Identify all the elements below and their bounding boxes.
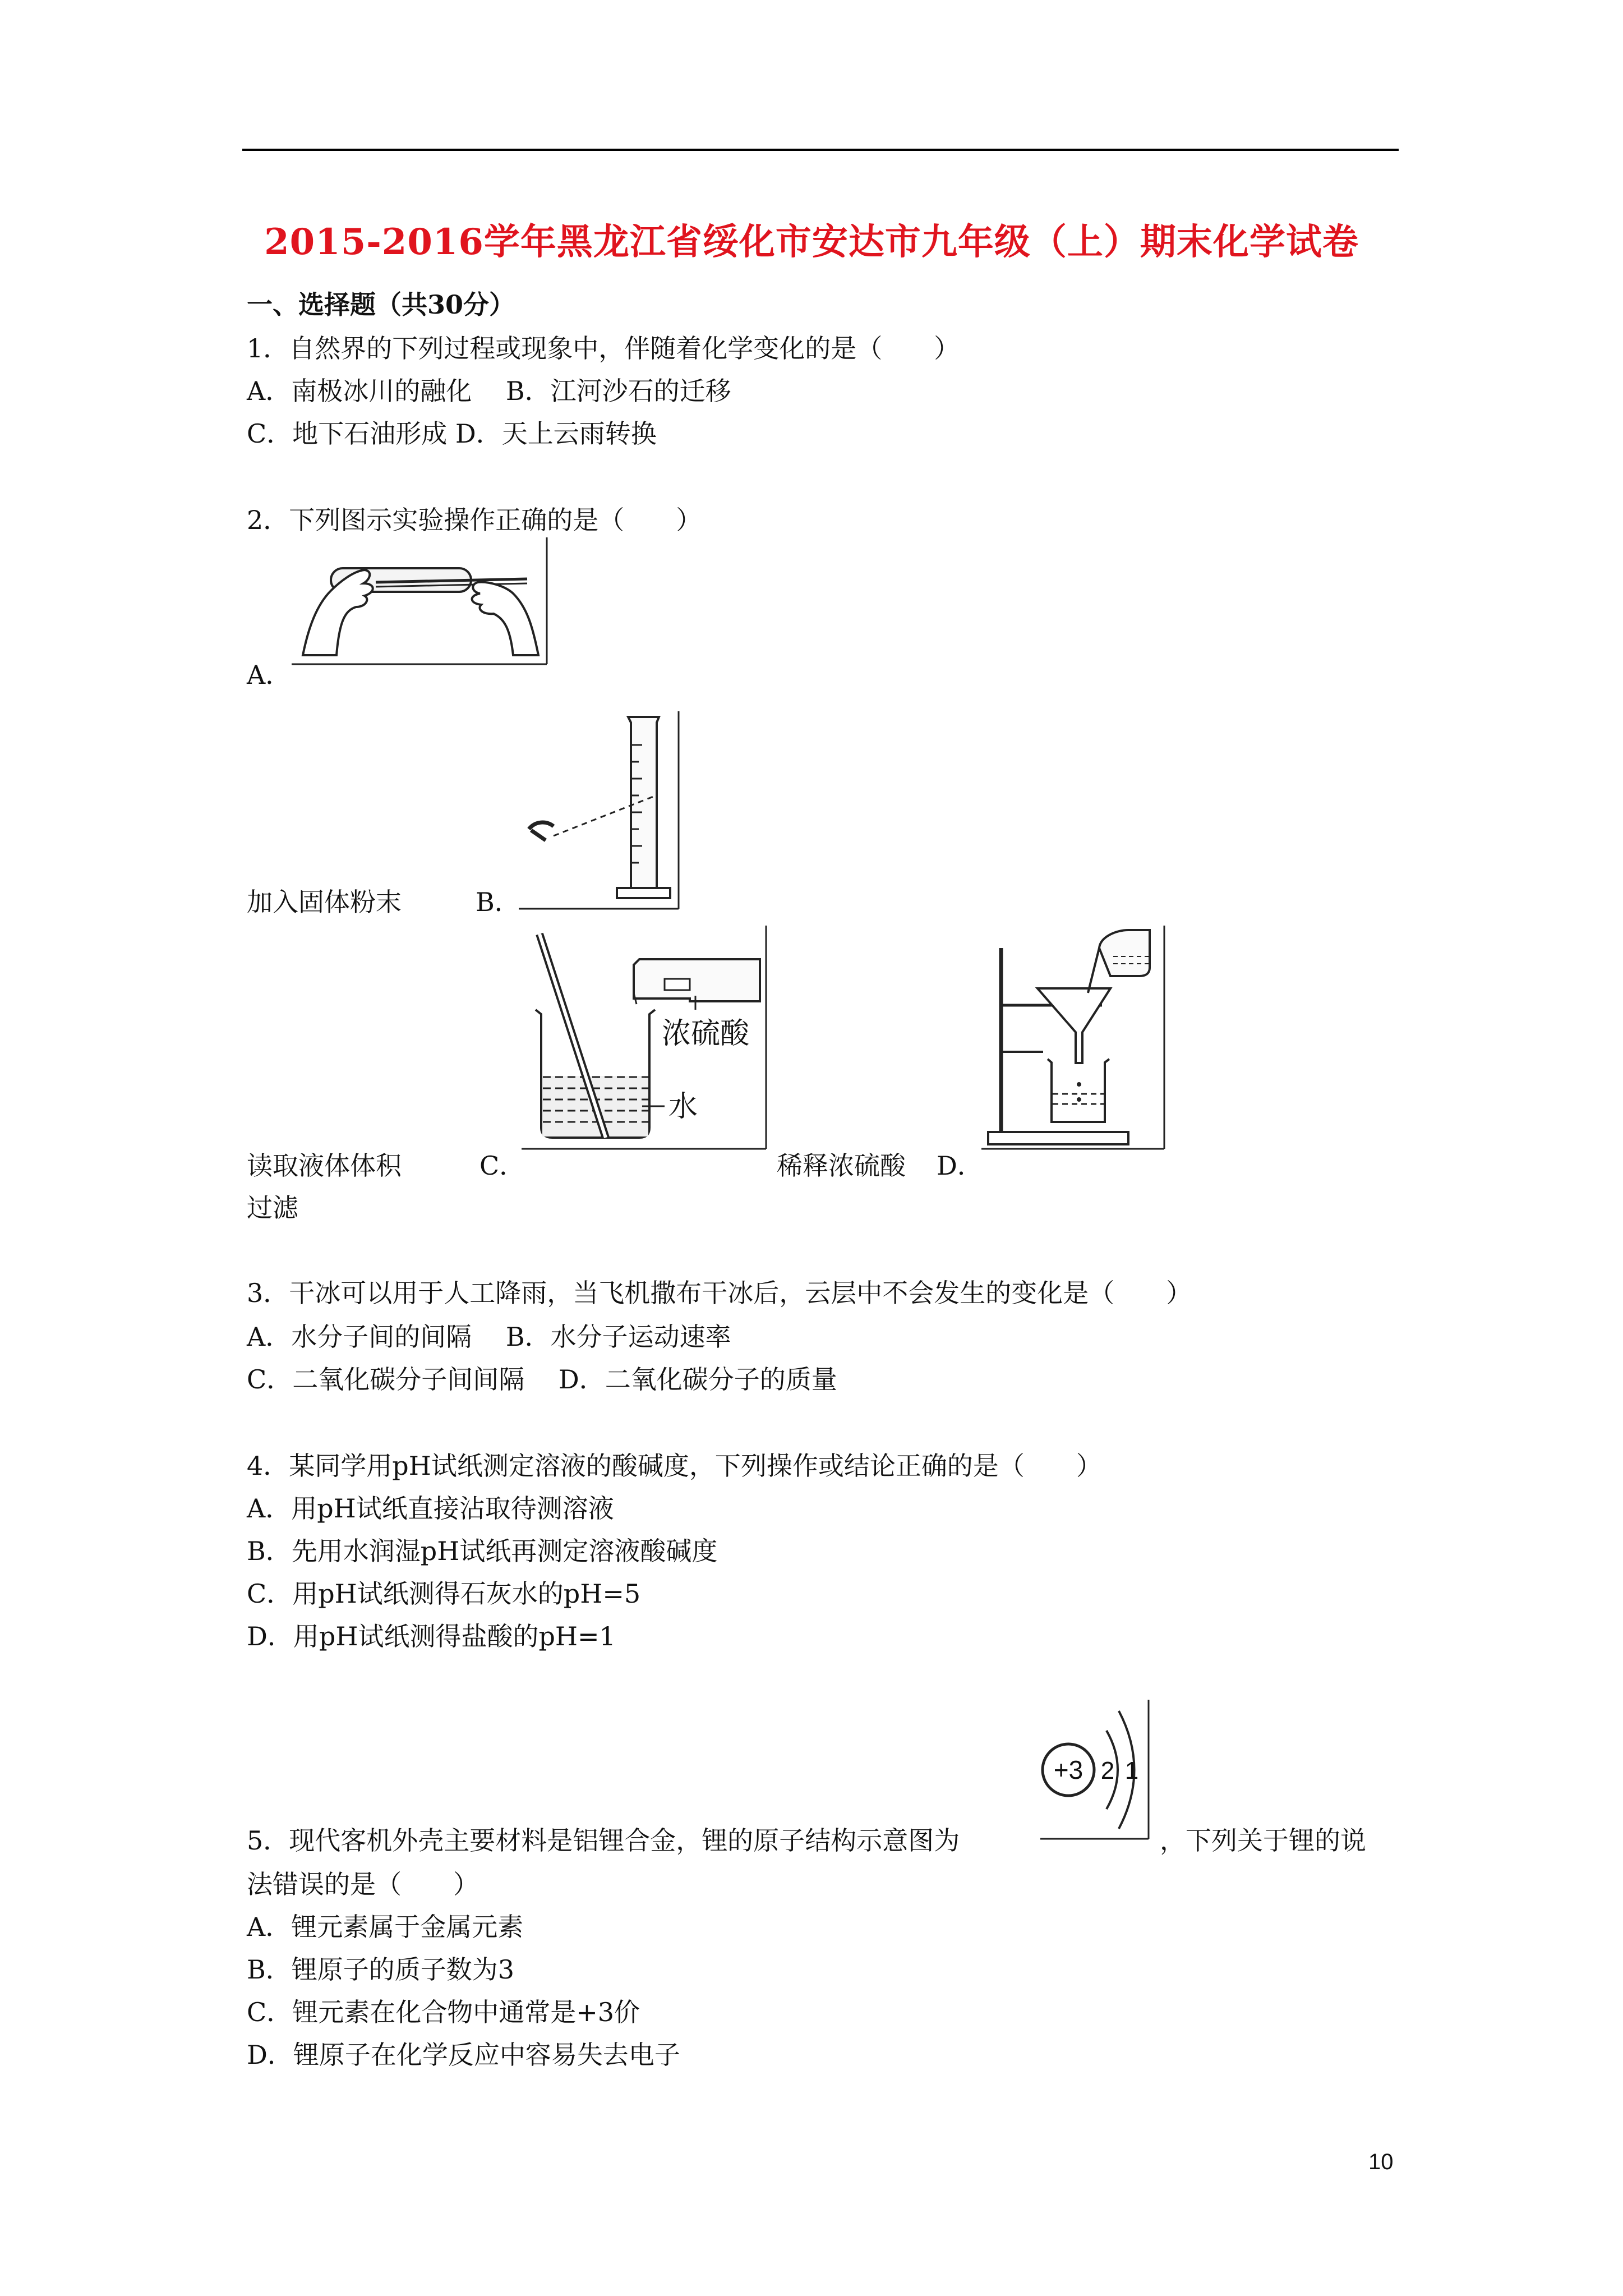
q4-option-d: D．用pH试纸测得盐酸的pH=1 (247, 1621, 616, 1651)
q3-options-ab: A．水分子间的间隔 B．水分子运动速率 (247, 1322, 731, 1352)
header-rule (242, 149, 1399, 151)
q5-stem-part1: 5．现代客机外壳主要材料是铝锂合金，锂的原子结构示意图为 (247, 1825, 960, 1856)
q1-stem: 1．自然界的下列过程或现象中，伴随着化学变化的是（ ） (247, 333, 960, 364)
q2-option-d-caption: 过滤 (247, 1193, 298, 1223)
q5-option-b: B．锂原子的质子数为3 (247, 1954, 515, 1985)
q2-option-d-letter: D． (937, 1151, 983, 1181)
q5-option-a: A．锂元素属于金属元素 (247, 1912, 524, 1942)
page-number: 10 (1368, 2150, 1394, 2174)
q2-option-c-letter: C． (479, 1151, 525, 1181)
q5-option-d: D．锂原子在化学反应中容易失去电子 (247, 2040, 680, 2070)
q5-stem-line2: 法错误的是（ ） (247, 1869, 479, 1899)
atom-shell-2-electrons: 1 (1124, 1757, 1139, 1784)
q5-stem-part2: ，下列关于锂的说 (1160, 1825, 1366, 1856)
figure-add-powder (292, 537, 550, 665)
q5-option-c: C．锂元素在化合物中通常是+3价 (247, 1997, 640, 2027)
q2-option-a-caption: 加入固体粉末 (247, 887, 402, 917)
lithium-atom-diagram (1040, 1700, 1152, 1840)
q4-option-c: C．用pH试纸测得石灰水的pH=5 (247, 1579, 641, 1609)
page-title: 2015-2016学年黑龙江省绥化市安达市九年级（上）期末化学试卷 (264, 221, 1359, 263)
label-concentrated-acid: 浓硫酸 (662, 1018, 750, 1050)
section-heading: 一、选择题（共30分） (247, 289, 515, 320)
q2-stem: 2．下列图示实验操作正确的是（ ） (247, 505, 702, 535)
q3-options-cd: C．二氧化碳分子间间隔 D．二氧化碳分子的质量 (247, 1364, 837, 1395)
q4-stem: 4．某同学用pH试纸测定溶液的酸碱度，下列操作或结论正确的是（ ） (247, 1451, 1102, 1481)
label-water: 水 (668, 1091, 698, 1123)
figure-filtration (981, 926, 1166, 1150)
q2-option-a-letter: A． (247, 660, 292, 690)
q1-options-ab: A．南极冰川的融化 B．江河沙石的迁移 (247, 376, 731, 406)
figure-read-cylinder (519, 711, 681, 910)
q2-option-b-letter: B． (476, 887, 520, 917)
figure-dilute-acid (522, 926, 768, 1150)
q1-options-cd: C．地下石油形成 D．天上云雨转换 (247, 418, 657, 449)
q4-option-b: B．先用水润湿pH试纸再测定溶液酸碱度 (247, 1536, 718, 1566)
atom-nucleus-charge: +3 (1053, 1755, 1083, 1784)
q3-stem: 3．干冰可以用于人工降雨，当飞机撒布干冰后，云层中不会发生的变化是（ ） (247, 1278, 1192, 1308)
q2-option-b-caption: 读取液体体积 (247, 1151, 402, 1181)
q2-option-c-caption: 稀释浓硫酸 (777, 1151, 906, 1181)
atom-shell-1-electrons: 2 (1100, 1757, 1115, 1784)
q4-option-a: A．用pH试纸直接沾取待测溶液 (247, 1493, 614, 1524)
